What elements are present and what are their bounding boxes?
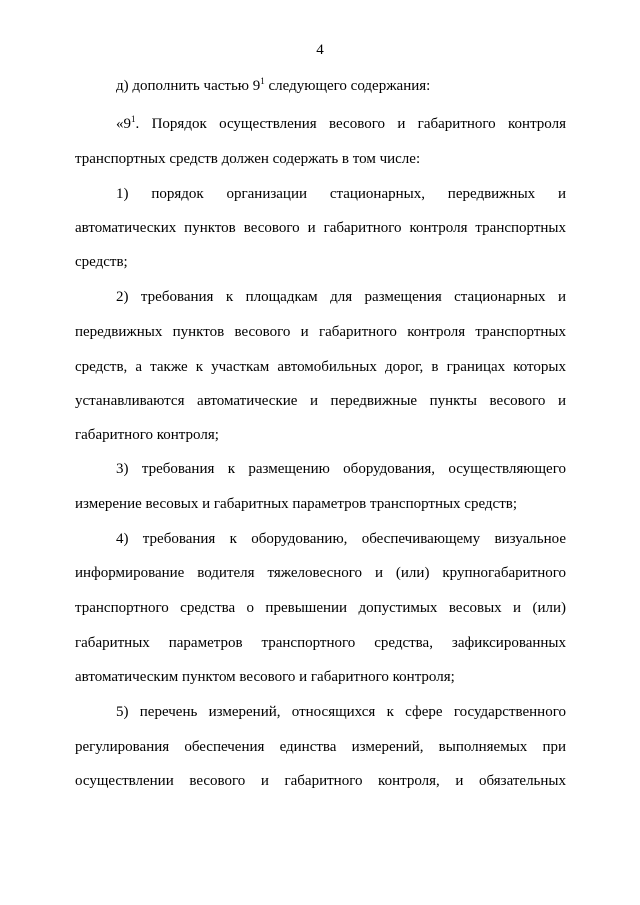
text-line: средств;: [75, 254, 128, 270]
text-line: средств, а также к участкам автомобильных дорог, в границах которых: [75, 359, 566, 375]
text-line: автоматическим пунктом весового и габаритного контроля;: [75, 669, 455, 685]
text-line: автоматических пунктов весового и габаритного контроля транспортных: [75, 220, 566, 236]
page-number: 4: [316, 42, 324, 58]
text-span: следующего содержания:: [268, 78, 431, 94]
item-1-line: 1) порядок организации стационарных, передвижных и: [116, 186, 566, 202]
text-line: транспортных средств должен содержать в том числе:: [75, 151, 421, 167]
item-3-line: 3) требования к размещению оборудования, осуществляющего: [116, 461, 566, 477]
text-line: устанавливаются автоматические и передвижные пункты весового и: [75, 393, 566, 409]
text-line: габаритных параметров транспортного средства, зафиксированных: [75, 635, 566, 651]
superscript: 1: [260, 76, 265, 86]
text-span: . Порядок осуществления весового и габаритного контроля: [135, 116, 566, 132]
text-line: информирование водителя тяжеловесного и (или) крупногабаритного: [75, 565, 566, 581]
superscript: 1: [131, 114, 136, 124]
paragraph-9-1-line: [116, 115, 566, 133]
item-2-line: 2) требования к площадкам для размещения стационарных и: [116, 289, 566, 305]
item-4-line: 4) требования к оборудованию, обеспечивающему визуальное: [116, 531, 566, 547]
text-line: измерение весовых и габаритных параметров транспортных средств;: [75, 496, 518, 512]
text-span: «9: [116, 116, 131, 132]
text-span: д) дополнить частью 9: [116, 78, 261, 94]
paragraph-d-line: [116, 77, 566, 95]
item-5-line: 5) перечень измерений, относящихся к сфере государственного: [116, 704, 566, 720]
text-line: осуществлении весового и габаритного контроля, и обязательных: [75, 773, 566, 789]
text-line: транспортного средства о превышении допустимых весовых и (или): [75, 600, 566, 616]
text-line: регулирования обеспечения единства измерений, выполняемых при: [75, 739, 566, 755]
text-line: передвижных пунктов весового и габаритного контроля транспортных: [75, 324, 566, 340]
text-line: габаритного контроля;: [75, 427, 219, 443]
